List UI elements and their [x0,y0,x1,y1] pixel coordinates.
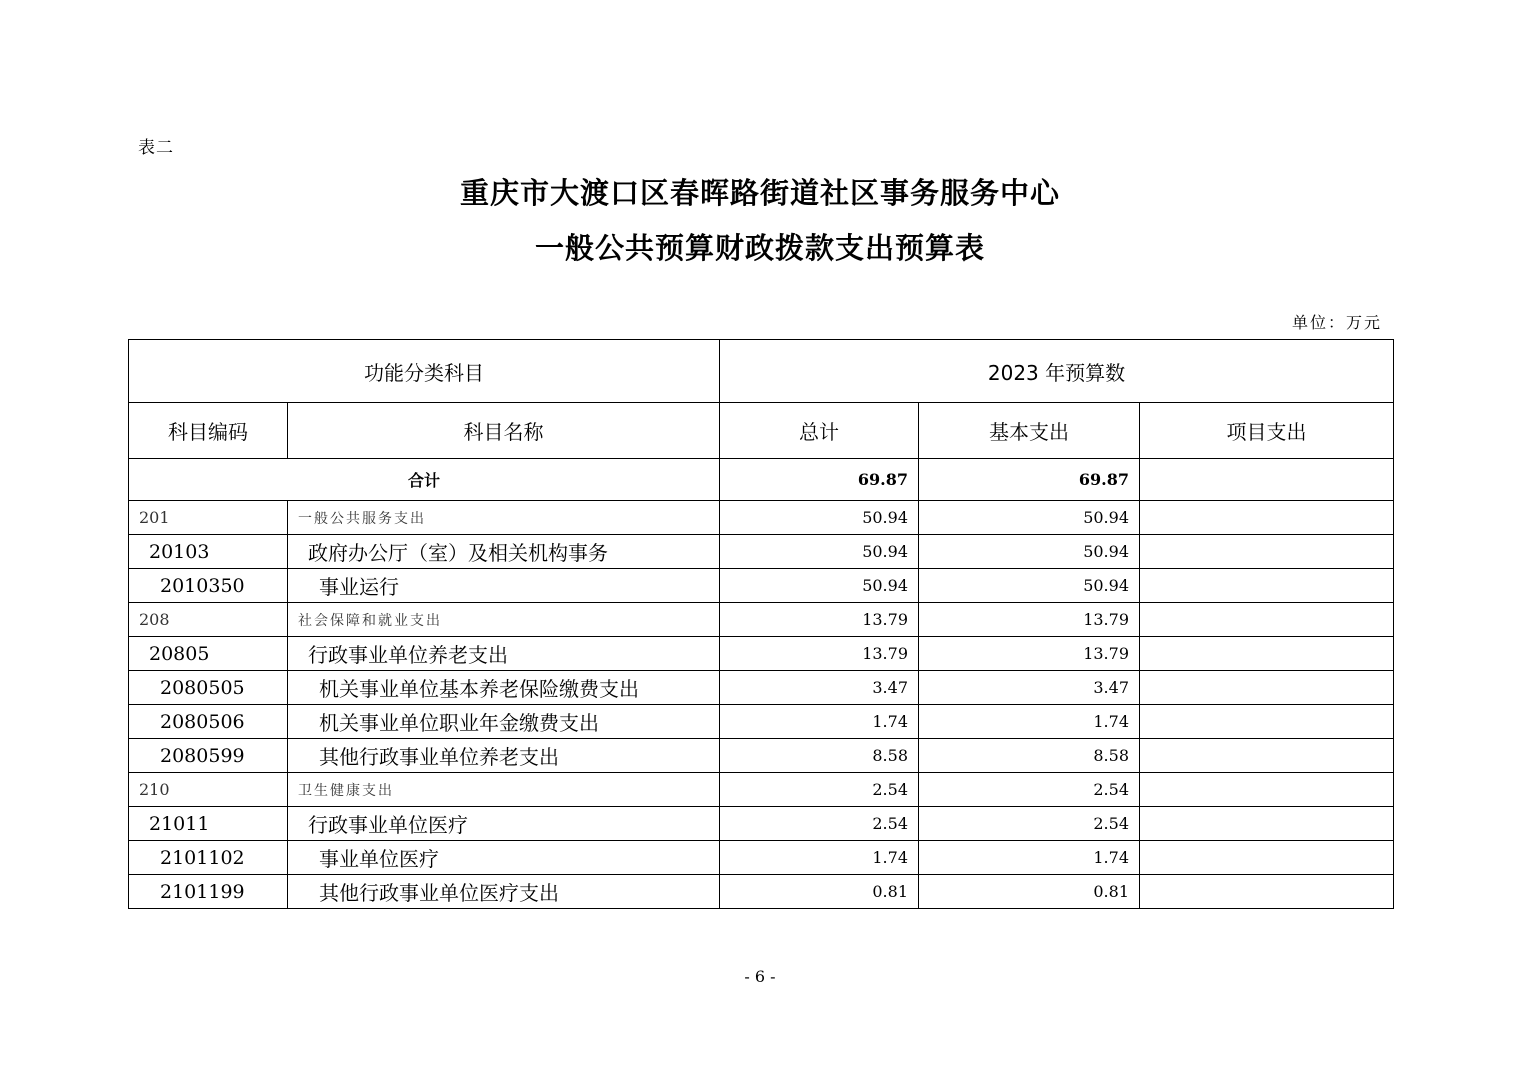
project-cell [1140,875,1394,909]
table-row [129,569,1394,603]
basic-cell: 1.74 [919,705,1140,739]
project-cell [1140,637,1394,671]
unit-label: 单位：万元 [1291,313,1382,332]
basic-cell: 0.81 [919,875,1140,909]
total-cell: 50.94 [720,501,919,535]
project-cell [1140,705,1394,739]
code-cell: 2101199 [129,875,288,909]
table-row [129,535,1394,569]
total-cell: 13.79 [720,603,919,637]
table-label: 表二 [138,138,174,158]
name-cell: 行政事业单位养老支出 [288,637,720,671]
basic-cell: 13.79 [919,603,1140,637]
code-cell: 208 [129,603,288,637]
table-row [129,739,1394,773]
name-cell: 卫生健康支出 [288,773,720,807]
project-cell [1140,501,1394,535]
name-cell: 事业运行 [288,569,720,603]
code-cell: 20805 [129,637,288,671]
header-name: 科目名称 [288,403,720,459]
total-cell: 1.74 [720,705,919,739]
project-cell [1140,671,1394,705]
table-row [129,841,1394,875]
basic-cell: 1.74 [919,841,1140,875]
project-cell [1140,535,1394,569]
name-cell: 一般公共服务支出 [288,501,720,535]
basic-cell: 13.79 [919,637,1140,671]
table-row [129,501,1394,535]
table-row [129,603,1394,637]
project-cell [1140,773,1394,807]
basic-cell: 50.94 [919,569,1140,603]
code-cell: 2080505 [129,671,288,705]
code-cell: 210 [129,773,288,807]
table-row [129,875,1394,909]
header-code: 科目编码 [129,403,288,459]
code-cell: 21011 [129,807,288,841]
table-row [129,773,1394,807]
header-total: 总计 [720,403,919,459]
header-project: 项目支出 [1140,403,1394,459]
title-line-1: 重庆市大渡口区春晖路街道社区事务服务中心 [459,176,1060,210]
name-cell: 政府办公厅（室）及相关机构事务 [288,535,720,569]
total-cell: 50.94 [720,569,919,603]
project-cell [1140,569,1394,603]
name-cell: 社会保障和就业支出 [288,603,720,637]
project-cell [1140,807,1394,841]
total-sum: 69.87 [720,459,919,501]
table-row [129,637,1394,671]
basic-cell: 50.94 [919,535,1140,569]
code-cell: 2101102 [129,841,288,875]
header-group-row [129,340,1394,403]
name-cell: 机关事业单位职业年金缴费支出 [288,705,720,739]
header-budget-2023: 2023 年预算数 [720,340,1394,403]
total-cell: 0.81 [720,875,919,909]
header-row [129,403,1394,459]
budget-table [128,339,1394,909]
table-row [129,671,1394,705]
basic-cell: 2.54 [919,807,1140,841]
header-functional-classification: 功能分类科目 [129,340,720,403]
name-cell: 机关事业单位基本养老保险缴费支出 [288,671,720,705]
name-cell: 其他行政事业单位医疗支出 [288,875,720,909]
total-cell: 50.94 [720,535,919,569]
title-line-2: 一般公共预算财政拨款支出预算表 [534,231,985,265]
project-cell [1140,603,1394,637]
name-cell: 事业单位医疗 [288,841,720,875]
name-cell: 其他行政事业单位养老支出 [288,739,720,773]
total-label: 合计 [129,459,720,501]
total-cell: 1.74 [720,841,919,875]
header-basic: 基本支出 [919,403,1140,459]
code-cell: 2080506 [129,705,288,739]
basic-cell: 3.47 [919,671,1140,705]
basic-cell: 50.94 [919,501,1140,535]
project-cell [1140,841,1394,875]
code-cell: 2010350 [129,569,288,603]
total-basic: 69.87 [919,459,1140,501]
code-cell: 2080599 [129,739,288,773]
table-row [129,705,1394,739]
total-project [1140,459,1394,501]
basic-cell: 8.58 [919,739,1140,773]
table-row [129,807,1394,841]
code-cell: 201 [129,501,288,535]
basic-cell: 2.54 [919,773,1140,807]
total-cell: 13.79 [720,637,919,671]
project-cell [1140,739,1394,773]
code-cell: 20103 [129,535,288,569]
total-cell: 2.54 [720,807,919,841]
total-row [129,459,1394,501]
name-cell: 行政事业单位医疗 [288,807,720,841]
page-number: - 6 - [744,967,776,986]
total-cell: 8.58 [720,739,919,773]
total-cell: 2.54 [720,773,919,807]
total-cell: 3.47 [720,671,919,705]
